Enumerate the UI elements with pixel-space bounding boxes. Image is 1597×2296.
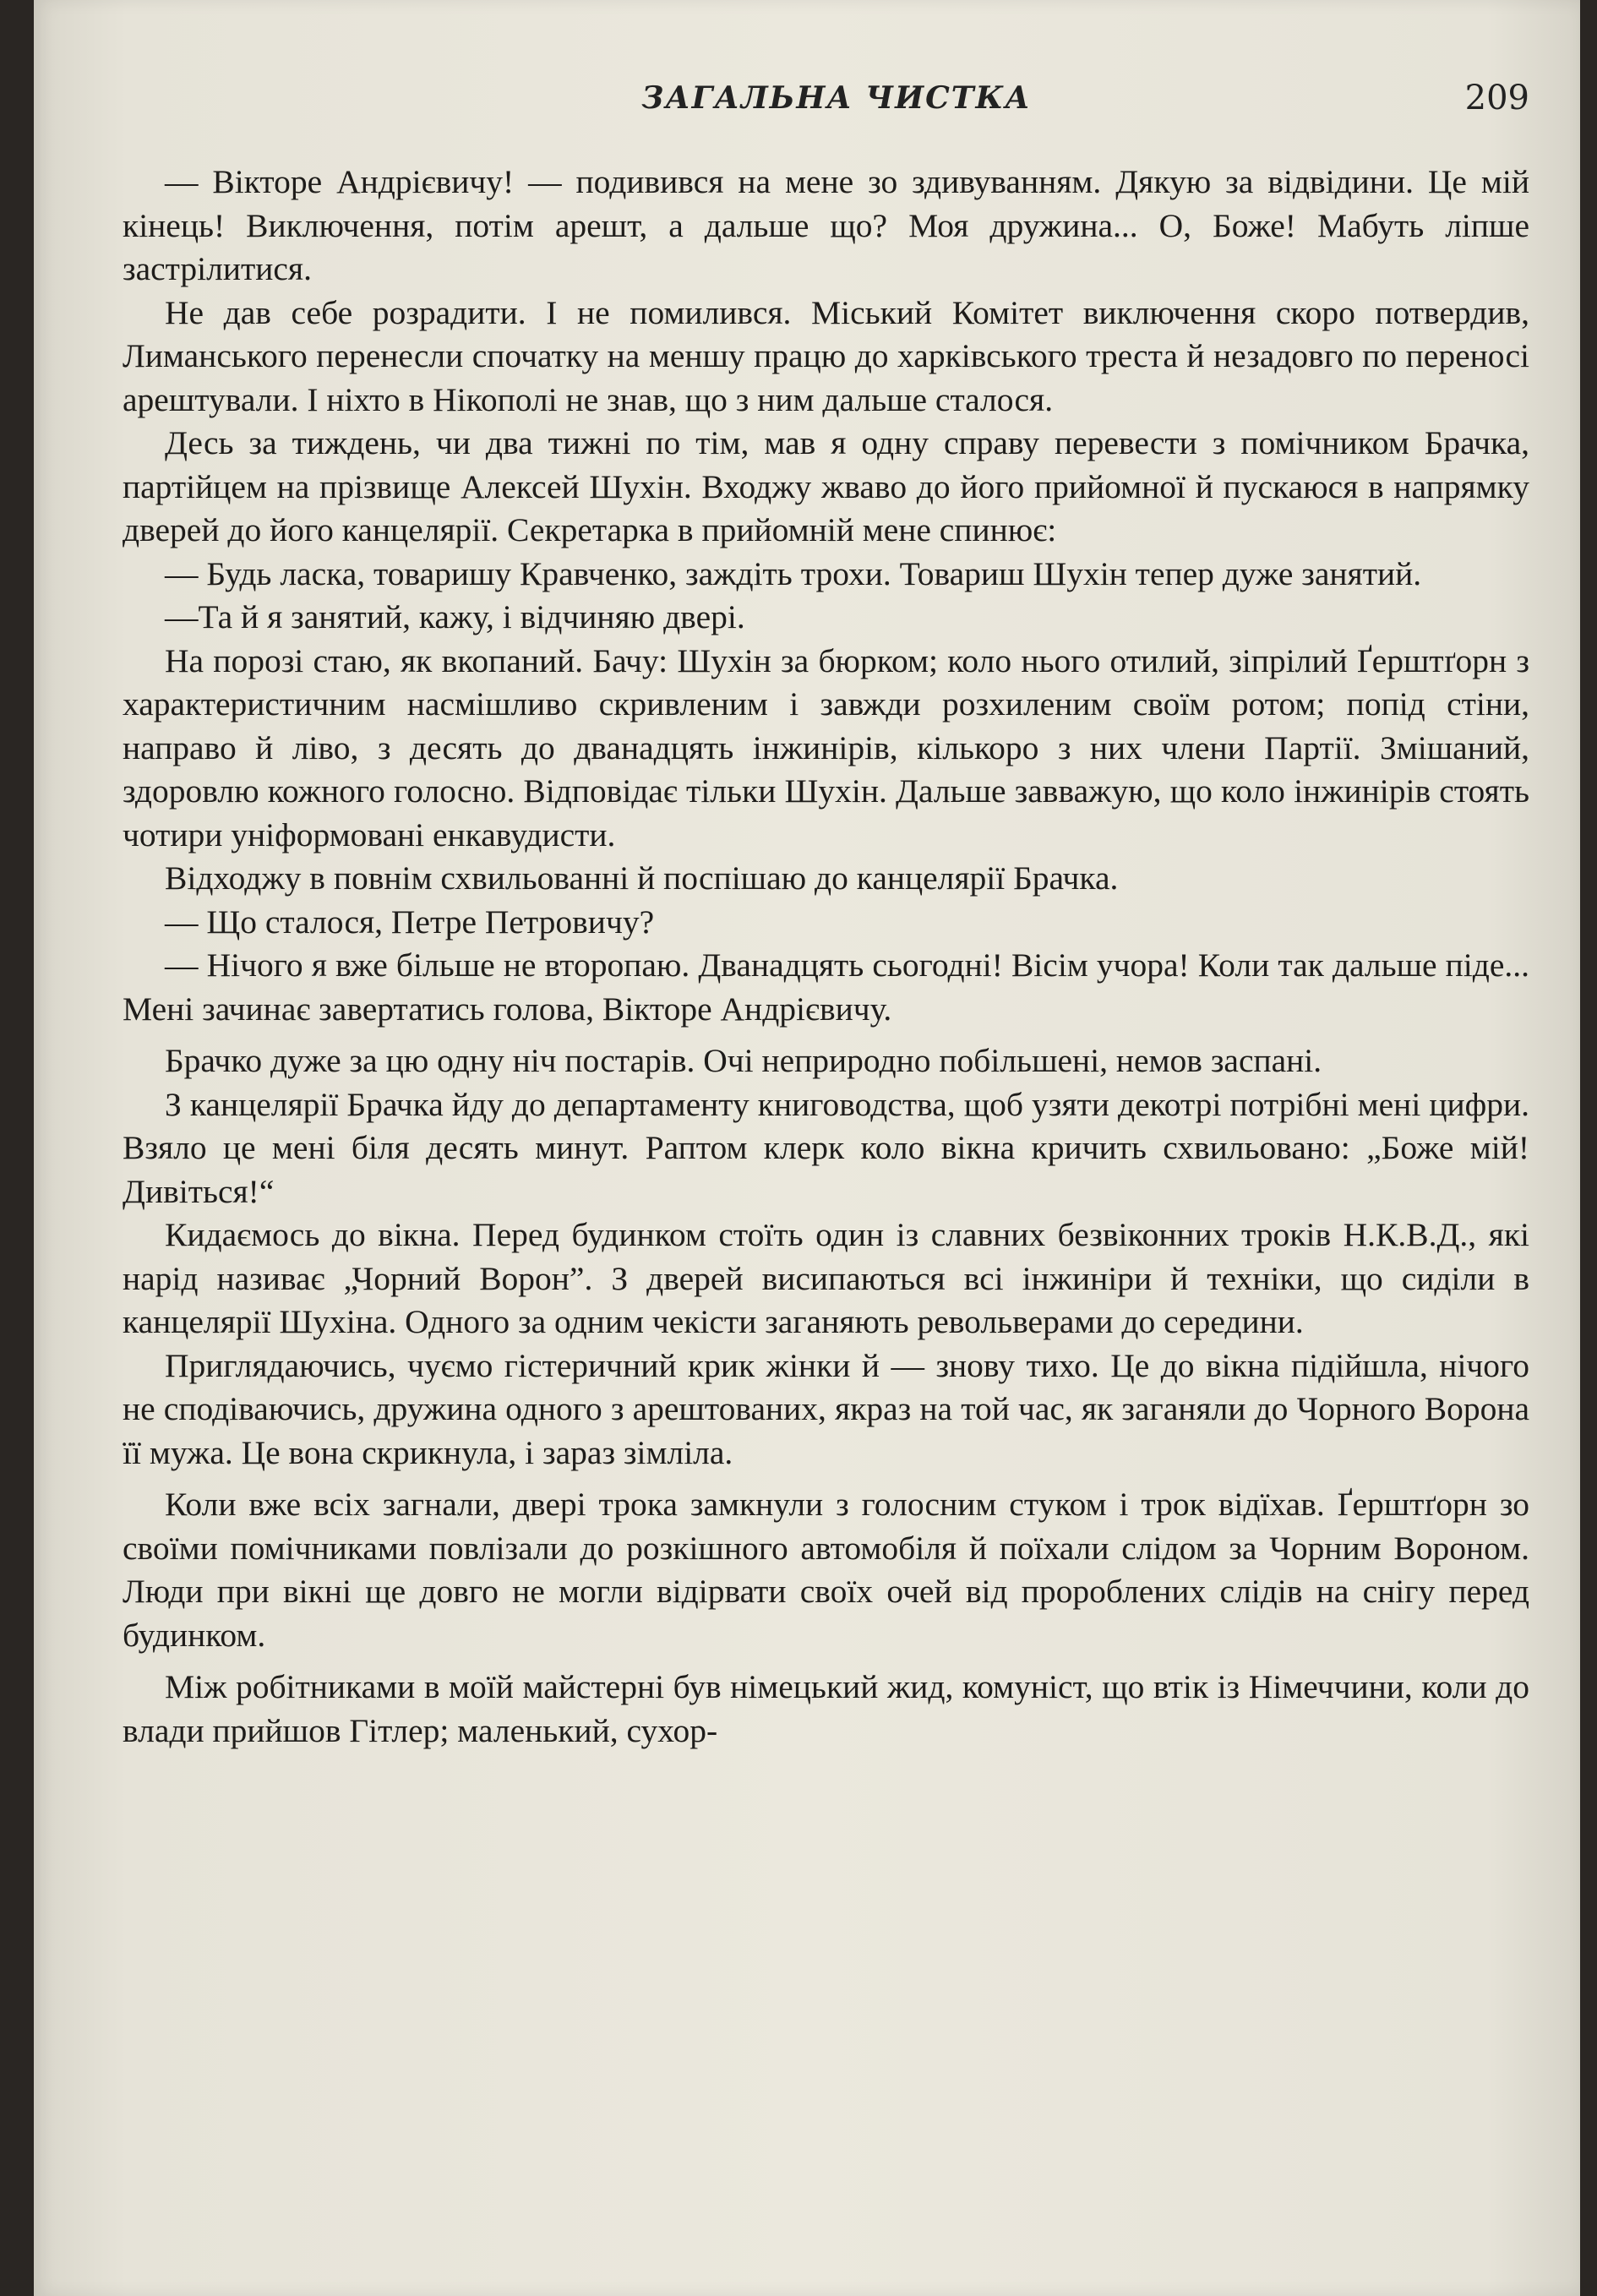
paragraph: Приглядаючись, чуємо гістеричний крик жінки й — знову тихо. Це до вікна підійшла, нічого не сподіваючись, дружина одного з арештованих, якраз на той час, як заганяли до Чорного Ворона її мужа. Це вона скрикнула, і зараз зімліла.: [123, 1346, 1529, 1471]
page-number: 209: [1464, 79, 1529, 117]
paragraph: З канцелярії Брачка йду до департаменту книговодства, щоб узяти декотрі потрібні мені цифри. Взяло це мені біля десять минут. Раптом клерк коло вікна кричить схвильовано: „Боже мій! Дивіться!“: [123, 1085, 1529, 1210]
page-header: [144, 80, 1529, 131]
book-page: [34, 0, 1580, 2296]
paragraph: — Вікторе Андрієвичу! — подивився на мене зо здивуванням. Дякую за відвідини. Це мій кінець! Виключення, потім арешт, а дальше що? Моя дружина... О, Боже! Мабуть ліпше застрілитися.: [123, 163, 1529, 287]
paragraph: На порозі стаю, як вкопаний. Бачу: Шухін за бюрком; коло нього отилий, зіпрілий Ґерштґорн з характеристичним насмішливо скривленим і завжди розхиленим своїм ротом; попід стіни, направо й ліво, з десять до дванадцять інжинірів, кількоро з них члени Партії. Змішаний, здоровлю кожного голосно. Відповідає тільки Шухін. Дальше завважую, що коло інжинірів стоять чотири уніформовані енкавудисти.: [123, 641, 1529, 854]
paragraph: — Що сталося, Петре Петровичу?: [165, 903, 655, 941]
paragraph: Відходжу в повнім схвильованні й поспішаю до канцелярії Брачка.: [165, 859, 1119, 897]
paragraph: Кидаємось до вікна. Перед будинком стоїть один із славних безвіконних троків Н.К.В.Д., які нарід називає „Чорний Ворон”. З дверей висипаються всі інжиніри й техніки, що сиділи в канцелярії Шухіна. Одного за одним чекісти заганяють револьверами до середини.: [123, 1216, 1529, 1340]
running-title: ЗАГАЛЬНА ЧИСТКА: [641, 80, 1032, 116]
paragraph: Не дав себе розрадити. І не помилився. Міський Комітет виключення скоро потвердив, Лиманського перенесли спочатку на меншу працю до харківського треста й незадовго по переносі арештували. І ніхто в Нікополі не знав, що з ним дальше сталося.: [123, 293, 1529, 418]
paragraph: Брачко дуже за цю одну ніч постарів. Очі неприродно побільшені, немов заспані.: [165, 1042, 1322, 1079]
paragraph: Коли вже всіх загнали, двері трока замкнули з голосним стуком і трок відїхав. Ґерштґорн зо своїми помічниками повлізали до розкішного автомобіля й поїхали слідом за Чорним Вороном. Люди при вікні ще довго не могли відірвати своїх очей від пророблених слідів на снігу перед будинком.: [123, 1486, 1529, 1654]
paragraph: Десь за тиждень, чи два тижні по тім, мав я одну справу перевести з помічником Брачка, партійцем на прізвище Алексей Шухін. Входжу жваво до його прийомної й пускаюся в напрямку дверей до його канцелярії. Секретарка в прийомній мене спинює:: [123, 424, 1529, 548]
paragraph: — Нічого я вже більше не второпаю. Дванадцять сьогодні! Вісім учора! Коли так дальше піде... Мені зачинає завертатись голова, Вікторе Андрієвичу.: [123, 946, 1529, 1028]
paragraph: — Будь ласка, товаришу Кравченко, заждіть трохи. Товариш Шухін тепер дуже занятий.: [165, 554, 1422, 592]
paragraph: Між робітниками в моїй майстерні був німецький жид, комуніст, що втік із Німеччини, коли до влади прийшов Гітлер; маленький, сухор-: [123, 1668, 1529, 1749]
body-text: [123, 161, 1529, 1753]
paragraph: —Та й я занятий, кажу, і відчиняю двері.: [165, 598, 745, 635]
